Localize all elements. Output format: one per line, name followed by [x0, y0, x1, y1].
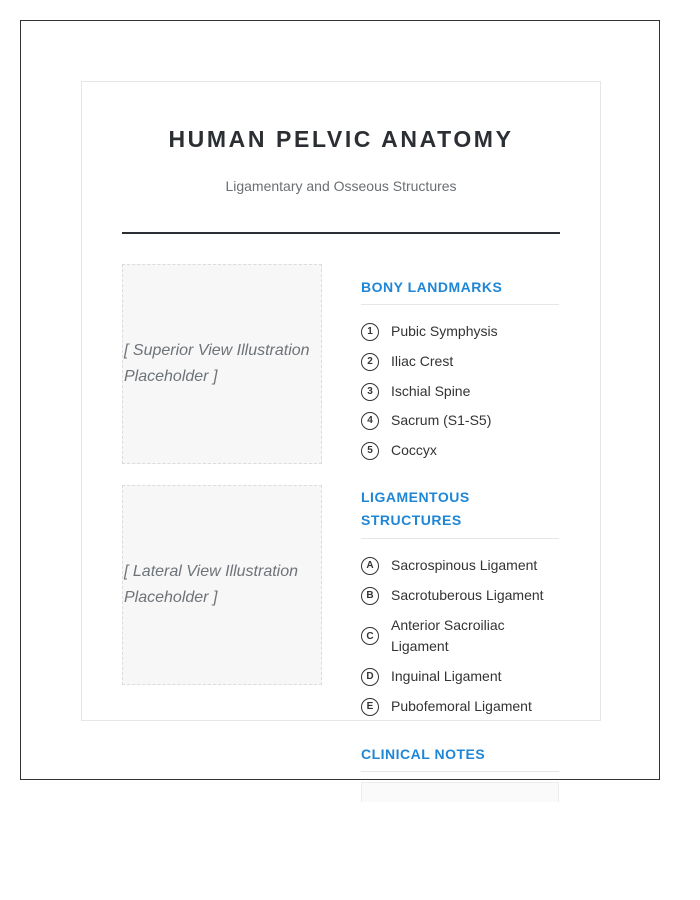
list-item-bony-1 [361, 321, 559, 342]
list-item-ligament-b [361, 585, 559, 606]
list-item-label: Ischial Spine [391, 383, 471, 399]
number-marker-icon: 2 [361, 353, 379, 371]
list-item-ligament-d [361, 666, 559, 687]
list-item-bony-5 [361, 440, 559, 461]
lateral-view-placeholder [122, 485, 322, 685]
lateral-view-caption: [ Lateral View Illustration Placeholder ] [124, 563, 299, 606]
clinical-notes-divider [361, 771, 559, 772]
list-item-label: Anterior Sacroiliac Ligament [391, 617, 505, 654]
page-title: HUMAN PELVIC ANATOMY [168, 126, 514, 152]
list-item-label: Iliac Crest [391, 353, 454, 369]
letter-marker-icon: A [361, 557, 379, 575]
letter-marker-icon: B [361, 587, 379, 605]
list-item-bony-2 [361, 351, 559, 372]
title-divider [122, 232, 560, 234]
list-item-label: Pubic Symphysis [391, 323, 498, 339]
number-marker-icon: 5 [361, 442, 379, 460]
ligamentous-structures-divider [361, 538, 559, 539]
letter-marker-icon: C [361, 627, 379, 645]
clinical-notes-heading: CLINICAL NOTES [361, 746, 486, 762]
list-item-bony-3 [361, 381, 559, 402]
list-item-ligament-e [361, 696, 559, 717]
superior-view-caption: [ Superior View Illustration Placeholder ] [124, 342, 310, 385]
list-item-label: Sacrotuberous Ligament [391, 587, 544, 603]
list-item-label: Sacrospinous Ligament [391, 557, 538, 573]
number-marker-icon: 4 [361, 412, 379, 430]
number-marker-icon: 1 [361, 323, 379, 341]
letter-marker-icon: E [361, 698, 379, 716]
bony-landmarks-divider [361, 304, 559, 305]
list-item-label: Coccyx [391, 442, 437, 458]
bony-landmarks-heading: BONY LANDMARKS [361, 279, 503, 295]
list-item-ligament-c [361, 615, 559, 657]
list-item-label: Inguinal Ligament [391, 668, 502, 684]
ligamentous-structures-heading: LIGAMENTOUS STRUCTURES [361, 489, 470, 528]
list-item-label: Pubofemoral Ligament [391, 698, 532, 714]
list-item-label: Sacrum (S1-S5) [391, 412, 492, 428]
letter-marker-icon: D [361, 668, 379, 686]
list-item-bony-4 [361, 410, 559, 431]
page-subtitle: Ligamentary and Osseous Structures [225, 178, 457, 194]
superior-view-placeholder [122, 264, 322, 464]
list-item-ligament-a [361, 555, 559, 576]
clinical-notes-box [361, 782, 559, 802]
number-marker-icon: 3 [361, 383, 379, 401]
